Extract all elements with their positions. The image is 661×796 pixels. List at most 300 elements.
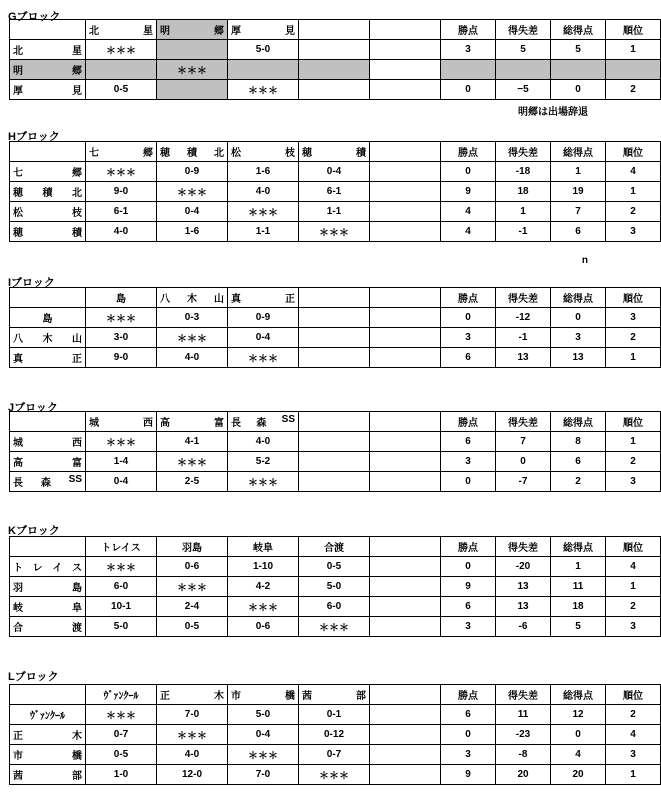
team-name-part: 穂 xyxy=(13,228,23,239)
team-name-cell xyxy=(10,452,86,472)
team-name xyxy=(13,599,82,614)
block-title: Jブロック xyxy=(8,402,58,414)
team-name-part: イ xyxy=(52,563,63,574)
stat-cell: 0 xyxy=(496,452,551,472)
opponent-header-text xyxy=(231,414,295,429)
stat-cell: 7 xyxy=(551,202,606,222)
stat-cell: 20 xyxy=(551,765,606,785)
stat-cell: 11 xyxy=(551,577,606,597)
gap-cell xyxy=(370,472,441,492)
team-name xyxy=(13,184,82,199)
table-row xyxy=(10,40,661,60)
stat-cell: 0 xyxy=(441,80,496,100)
opponent-header-text xyxy=(231,539,295,554)
match-result-cell: ＊＊＊ xyxy=(86,557,157,577)
team-name-part: 市 xyxy=(13,751,23,762)
team-name xyxy=(13,350,82,365)
opponent-header-text-part: 合渡 xyxy=(324,543,344,554)
opponent-header-text-part: 積 xyxy=(187,148,197,159)
table-row xyxy=(10,308,661,328)
team-name-cell xyxy=(10,725,86,745)
stat-header: 総得点 xyxy=(551,20,606,40)
team-name-part: 八 xyxy=(13,334,23,345)
stat-cell: −5 xyxy=(496,80,551,100)
match-result-cell: 7-0 xyxy=(157,705,228,725)
stat-header: 勝点 xyxy=(441,537,496,557)
opponent-header-text-part: 真 xyxy=(231,294,241,305)
team-name-cell xyxy=(10,40,86,60)
opponent-header xyxy=(228,537,299,557)
opponent-header-text-part: 部 xyxy=(356,691,366,702)
team-name xyxy=(13,454,82,469)
stat-cell: 19 xyxy=(551,182,606,202)
standings-table xyxy=(9,141,661,242)
match-result-cell: ＊＊＊ xyxy=(228,202,299,222)
gap-cell xyxy=(370,348,441,368)
match-result-cell: 5-2 xyxy=(228,452,299,472)
stat-cell: -6 xyxy=(496,617,551,637)
stat-cell xyxy=(606,60,661,80)
gap-cell xyxy=(370,452,441,472)
opponent-header xyxy=(86,412,157,432)
match-result-cell: 1-6 xyxy=(228,162,299,182)
opponent-header xyxy=(157,685,228,705)
team-name xyxy=(13,707,82,722)
team-name xyxy=(13,619,82,634)
stat-cell: 9 xyxy=(441,182,496,202)
stat-header: 得失差 xyxy=(496,288,551,308)
team-name-part: 北 xyxy=(72,188,82,199)
team-name-part: レ xyxy=(32,563,43,574)
stat-cell: 1 xyxy=(551,162,606,182)
corner-cell xyxy=(10,685,86,705)
gap-cell xyxy=(370,162,441,182)
stat-cell: 1 xyxy=(606,765,661,785)
match-result-cell: 0-5 xyxy=(299,557,370,577)
match-result-cell: 5-0 xyxy=(86,617,157,637)
standings-table xyxy=(9,536,661,637)
team-name-cell xyxy=(10,182,86,202)
stat-cell: 1 xyxy=(551,557,606,577)
gap-cell xyxy=(370,685,441,705)
stat-cell: 6 xyxy=(551,452,606,472)
team-name-cell xyxy=(10,705,86,725)
team-name-part: 七 xyxy=(13,168,23,179)
team-name-cell xyxy=(10,348,86,368)
stat-cell: 7 xyxy=(496,432,551,452)
gap-cell xyxy=(370,705,441,725)
team-name-part: 森 xyxy=(40,478,51,489)
team-name xyxy=(13,474,82,489)
team-name-cell xyxy=(10,308,86,328)
stat-cell: 6 xyxy=(551,222,606,242)
opponent-header-text-part: 郷 xyxy=(143,148,153,159)
opponent-header-text-part: SS xyxy=(281,414,295,425)
stat-cell: 4 xyxy=(606,725,661,745)
team-name xyxy=(13,330,82,345)
table-row xyxy=(10,705,661,725)
opponent-header-text xyxy=(160,539,224,554)
stat-header: 得失差 xyxy=(496,20,551,40)
stat-cell: 4 xyxy=(441,202,496,222)
standings-table xyxy=(9,287,661,368)
table-row xyxy=(10,577,661,597)
opponent-header xyxy=(228,142,299,162)
match-result-cell: 0-4 xyxy=(86,472,157,492)
gap-cell xyxy=(370,537,441,557)
stat-cell: 20 xyxy=(496,765,551,785)
opponent-header-text-part: 松 xyxy=(231,148,241,159)
stat-header: 総得点 xyxy=(551,142,606,162)
opponent-header-text-part: 茜 xyxy=(302,691,312,702)
team-name-part: 高 xyxy=(13,458,23,469)
block-title: Iブロック xyxy=(8,277,55,289)
opponent-header xyxy=(228,685,299,705)
team-name-part: ト xyxy=(13,563,23,574)
stat-cell: 0 xyxy=(551,725,606,745)
opponent-header-text xyxy=(89,290,153,305)
team-name-part: 長 xyxy=(13,478,23,489)
team-name-part: 羽 xyxy=(13,583,23,594)
opponent-header-text xyxy=(302,539,366,554)
match-result-cell: ＊＊＊ xyxy=(157,577,228,597)
opponent-header-text-part: 山 xyxy=(214,294,224,305)
team-name-cell xyxy=(10,617,86,637)
stat-header: 得失差 xyxy=(496,142,551,162)
match-result-cell: 0-6 xyxy=(228,617,299,637)
stat-cell: 5 xyxy=(496,40,551,60)
opponent-header xyxy=(86,142,157,162)
corner-cell xyxy=(10,537,86,557)
opponent-header xyxy=(299,685,370,705)
opponent-header-text-part: 正 xyxy=(285,294,295,305)
match-result-cell: 4-1 xyxy=(157,432,228,452)
opponent-header xyxy=(157,537,228,557)
team-name-part: 茜 xyxy=(13,771,23,782)
match-result-cell: ＊＊＊ xyxy=(228,597,299,617)
match-result-cell: 4-0 xyxy=(86,222,157,242)
block-title: Hブロック xyxy=(8,131,60,143)
stat-cell: 18 xyxy=(496,182,551,202)
match-result-cell: 9-0 xyxy=(86,182,157,202)
match-result-cell: 5-0 xyxy=(228,705,299,725)
stat-cell: 0 xyxy=(441,162,496,182)
opponent-header-text-part: ｳﾞｧﾝｸｰﾙ xyxy=(103,691,139,702)
team-name-part: 橋 xyxy=(72,751,82,762)
table-row xyxy=(10,452,661,472)
stat-cell: 3 xyxy=(606,308,661,328)
opponent-header-text xyxy=(302,687,366,702)
opponent-header-text xyxy=(160,414,224,429)
stat-cell: 13 xyxy=(496,348,551,368)
stat-cell: 6 xyxy=(441,348,496,368)
table-row xyxy=(10,597,661,617)
match-result-cell: 10-1 xyxy=(86,597,157,617)
match-result-cell: 5-0 xyxy=(299,577,370,597)
team-name-part: 正 xyxy=(72,354,82,365)
stat-cell: 13 xyxy=(551,348,606,368)
stat-cell: 2 xyxy=(606,80,661,100)
gap-cell xyxy=(370,80,441,100)
stat-header: 勝点 xyxy=(441,288,496,308)
team-name xyxy=(13,204,82,219)
opponent-header-text-part: 西 xyxy=(143,418,153,429)
stat-cell xyxy=(496,60,551,80)
team-name xyxy=(13,434,82,449)
table-row xyxy=(10,557,661,577)
stat-header: 総得点 xyxy=(551,288,606,308)
team-name-part: 部 xyxy=(72,771,82,782)
opponent-header-text xyxy=(160,144,224,159)
opponent-header-text xyxy=(160,290,224,305)
match-result-cell: 4-0 xyxy=(157,745,228,765)
opponent-header-text-part: 郷 xyxy=(214,26,224,37)
team-name-part: 郷 xyxy=(72,168,82,179)
team-name-part: 山 xyxy=(72,334,82,345)
opponent-header-text xyxy=(231,144,295,159)
match-result-cell: ＊＊＊ xyxy=(157,328,228,348)
team-name xyxy=(13,579,82,594)
match-result-cell: ＊＊＊ xyxy=(86,308,157,328)
table-row xyxy=(10,162,661,182)
stat-header: 総得点 xyxy=(551,685,606,705)
opponent-header-text-part: 星 xyxy=(143,26,153,37)
match-result-cell: 0-6 xyxy=(157,557,228,577)
gap-cell xyxy=(370,412,441,432)
gap-cell xyxy=(370,60,441,80)
team-name-part: ｳﾞｧﾝｸｰﾙ xyxy=(30,711,65,722)
match-result-cell: 12-0 xyxy=(157,765,228,785)
stat-cell: 5 xyxy=(551,617,606,637)
team-name-part: 正 xyxy=(13,731,23,742)
stat-cell: -1 xyxy=(496,222,551,242)
opponent-header xyxy=(157,288,228,308)
opponent-header xyxy=(228,412,299,432)
opponent-header-text-part: 見 xyxy=(285,26,295,37)
team-name-cell xyxy=(10,162,86,182)
match-result-cell: 0-4 xyxy=(299,162,370,182)
team-name-part: 松 xyxy=(13,208,23,219)
match-result-cell: 1-0 xyxy=(86,765,157,785)
stat-cell: 13 xyxy=(496,577,551,597)
team-name-cell xyxy=(10,577,86,597)
match-result-cell: 0-9 xyxy=(157,162,228,182)
team-name-part: SS xyxy=(68,474,82,485)
team-name-part: 郷 xyxy=(72,66,82,77)
table-row xyxy=(10,765,661,785)
block-title: Gブロック xyxy=(8,11,61,23)
stat-header: 総得点 xyxy=(551,412,606,432)
opponent-header xyxy=(86,288,157,308)
opponent-header xyxy=(299,537,370,557)
match-result-cell: 1-1 xyxy=(299,202,370,222)
team-name-part: 島 xyxy=(72,583,82,594)
opponent-header-text xyxy=(89,144,153,159)
stat-header: 順位 xyxy=(606,537,661,557)
gap-cell xyxy=(370,222,441,242)
opponent-header-text-part: 厚 xyxy=(231,26,241,37)
table-row xyxy=(10,432,661,452)
match-result-cell: 5-0 xyxy=(228,40,299,60)
corner-cell xyxy=(10,142,86,162)
opponent-header-text-part: 積 xyxy=(356,148,366,159)
opponent-header-text xyxy=(89,414,153,429)
gap-cell xyxy=(370,617,441,637)
opponent-header-text xyxy=(231,22,295,37)
match-result-cell xyxy=(299,328,370,348)
match-result-cell: ＊＊＊ xyxy=(86,432,157,452)
match-result-cell xyxy=(299,432,370,452)
team-name-part: 木 xyxy=(42,334,53,345)
match-result-cell xyxy=(299,472,370,492)
team-name-cell xyxy=(10,597,86,617)
stat-cell: 3 xyxy=(606,617,661,637)
match-result-cell: 0-4 xyxy=(228,725,299,745)
gap-cell xyxy=(370,597,441,617)
stat-cell: 3 xyxy=(441,617,496,637)
team-name-cell xyxy=(10,765,86,785)
team-name-part: ス xyxy=(71,563,82,574)
opponent-header-text-part: 市 xyxy=(231,691,241,702)
table-row xyxy=(10,472,661,492)
opponent-header xyxy=(86,685,157,705)
stat-cell: 3 xyxy=(441,745,496,765)
stat-cell: -1 xyxy=(496,328,551,348)
team-name xyxy=(13,82,82,97)
stat-cell: 4 xyxy=(606,557,661,577)
team-name-part: 西 xyxy=(72,438,82,449)
opponent-header-text-part: 富 xyxy=(214,418,224,429)
stat-cell: 18 xyxy=(551,597,606,617)
stat-cell: -20 xyxy=(496,557,551,577)
team-name-part: 星 xyxy=(72,46,82,57)
team-name-cell xyxy=(10,328,86,348)
stat-cell: 3 xyxy=(551,328,606,348)
stat-cell: 12 xyxy=(551,705,606,725)
table-row xyxy=(10,202,661,222)
opponent-header-text-part: 明 xyxy=(160,26,170,37)
gap-cell xyxy=(370,142,441,162)
block-title: Kブロック xyxy=(8,525,60,537)
team-name-part: 穂 xyxy=(13,188,23,199)
match-result-cell: ＊＊＊ xyxy=(299,222,370,242)
stat-header: 順位 xyxy=(606,685,661,705)
match-result-cell: 1-6 xyxy=(157,222,228,242)
match-result-cell xyxy=(299,60,370,80)
stat-cell: 1 xyxy=(606,348,661,368)
opponent-header-text xyxy=(89,687,153,702)
stat-cell: -12 xyxy=(496,308,551,328)
match-result-cell xyxy=(157,40,228,60)
header-row xyxy=(10,685,661,705)
stat-cell: -7 xyxy=(496,472,551,492)
stat-cell: 2 xyxy=(606,202,661,222)
team-name xyxy=(13,747,82,762)
stat-cell: 2 xyxy=(606,328,661,348)
stat-header: 得失差 xyxy=(496,412,551,432)
match-result-cell: ＊＊＊ xyxy=(157,182,228,202)
gap-cell xyxy=(370,288,441,308)
team-name xyxy=(13,164,82,179)
stat-cell: 6 xyxy=(441,597,496,617)
opponent-header-text-part: 七 xyxy=(89,148,99,159)
match-result-cell: ＊＊＊ xyxy=(228,80,299,100)
opponent-header-text-part: 島 xyxy=(116,294,126,305)
stat-cell: 1 xyxy=(606,40,661,60)
match-result-cell: 7-0 xyxy=(228,765,299,785)
stat-cell: 0 xyxy=(441,472,496,492)
match-result-cell: 0-7 xyxy=(299,745,370,765)
team-name-cell xyxy=(10,432,86,452)
team-name-part: 見 xyxy=(72,86,82,97)
match-result-cell: 0-4 xyxy=(228,328,299,348)
opponent-header-text xyxy=(302,144,366,159)
stat-cell: 8 xyxy=(551,432,606,452)
stat-header: 順位 xyxy=(606,288,661,308)
opponent-header xyxy=(228,288,299,308)
match-result-cell: 6-0 xyxy=(299,597,370,617)
team-name xyxy=(13,727,82,742)
stat-cell: 0 xyxy=(441,725,496,745)
gap-cell xyxy=(370,577,441,597)
stat-cell: 2 xyxy=(606,705,661,725)
gap-cell xyxy=(370,182,441,202)
stat-header: 順位 xyxy=(606,412,661,432)
team-name xyxy=(13,559,82,574)
match-result-cell: ＊＊＊ xyxy=(299,617,370,637)
team-name-part: 枝 xyxy=(72,208,82,219)
stat-cell xyxy=(551,60,606,80)
opponent-header-text-part: 橋 xyxy=(285,691,295,702)
match-result-cell: 6-1 xyxy=(86,202,157,222)
match-result-cell: 0-5 xyxy=(86,80,157,100)
table-row xyxy=(10,80,661,100)
corner-cell xyxy=(10,412,86,432)
opponent-header-text-part: 正 xyxy=(160,691,170,702)
opponent-header xyxy=(86,20,157,40)
opponent-header-text-part: 岐阜 xyxy=(253,543,273,554)
opponent-header xyxy=(157,20,228,40)
match-result-cell: ＊＊＊ xyxy=(228,472,299,492)
header-row xyxy=(10,20,661,40)
opponent-header xyxy=(299,412,370,432)
match-result-cell xyxy=(299,40,370,60)
match-result-cell xyxy=(86,60,157,80)
opponent-header-text-part: 八 xyxy=(160,294,170,305)
team-name xyxy=(13,42,82,57)
match-result-cell: 2-5 xyxy=(157,472,228,492)
match-result-cell: 0-3 xyxy=(157,308,228,328)
stat-header: 勝点 xyxy=(441,20,496,40)
team-name-cell xyxy=(10,557,86,577)
stat-cell: -23 xyxy=(496,725,551,745)
stat-cell: -18 xyxy=(496,162,551,182)
opponent-header-text-part: 森 xyxy=(256,418,267,429)
opponent-header-text-part: 北 xyxy=(214,148,224,159)
team-name-cell xyxy=(10,60,86,80)
opponent-header-text xyxy=(89,22,153,37)
stat-header: 順位 xyxy=(606,142,661,162)
match-result-cell: 0-5 xyxy=(86,745,157,765)
stat-cell: 3 xyxy=(441,452,496,472)
match-result-cell: 0-7 xyxy=(86,725,157,745)
match-result-cell: 4-0 xyxy=(157,348,228,368)
stat-cell: 6 xyxy=(441,432,496,452)
gap-cell xyxy=(370,725,441,745)
stat-cell: 0 xyxy=(441,308,496,328)
match-result-cell xyxy=(299,348,370,368)
match-result-cell: 1-10 xyxy=(228,557,299,577)
